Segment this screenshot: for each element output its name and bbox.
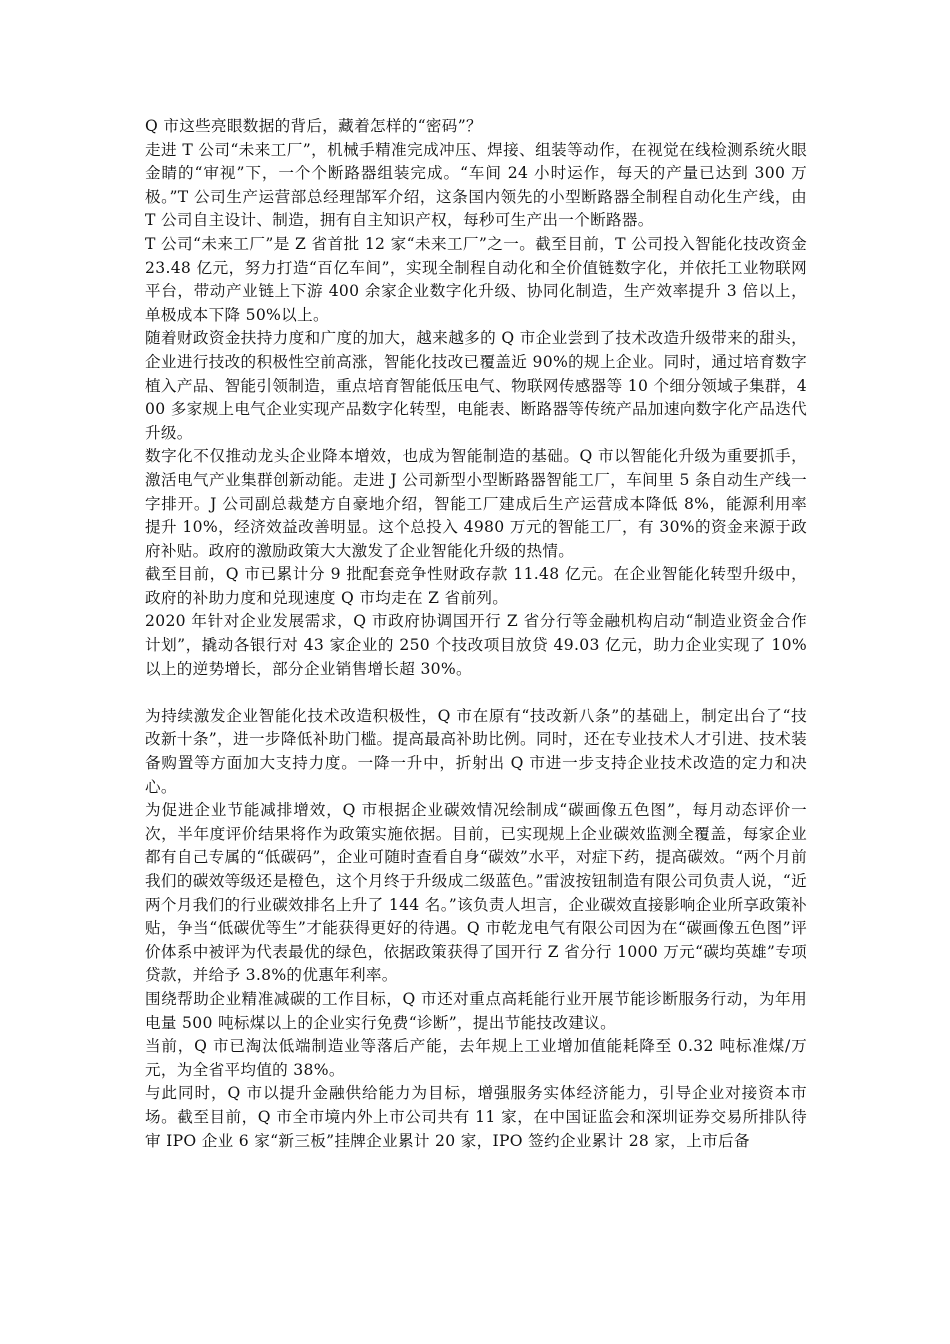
paragraph-energy-diagnosis: 围绕帮助企业精准减碳的工作目标，Q 市还对重点高耗能行业开展节能诊断服务行动，为年用电量 500 吨标煤以上的企业实行免费“诊断”，提出节能技改建议。	[145, 989, 807, 1032]
paragraph-fiscal-support: 随着财政资金扶持力度和广度的加大，越来越多的 Q 市企业尝到了技术改造升级带来的甜头，企业进行技改的积极性空前高涨，智能化技改已覆盖近 90%的规上企业。同时，通过培育数字植入产品、智能引领制造，重点培育智能低压电气、物联网传感器等 10 个细分领域子集群，400 多家规上电气企业实现产品数字化转型，电能表、断路器等传统产品加速向数字化产品迭代升级。	[145, 329, 807, 442]
paragraph-t-company-factory: 走进 T 公司“未来工厂”，机械手精准完成冲压、焊接、组装等动作，在视觉在线检测系统火眼金睛的“审视”下，一个个断路器组装完成。“车间 24 小时运作，每天的产量已达到 300 万极。”T 公司生产运营部总经理郜军介绍，这条国内领先的小型断路器全制程自动化生产线，由 T 公司自主设计、制造，拥有自主知识产权，每秒可生产出一个断路器。	[145, 140, 807, 230]
paragraph-carbon-map: 为促进企业节能减排增效，Q 市根据企业碳效情况绘制成“碳画像五色图”，每月动态评价一次，半年度评价结果将作为政策实施依据。目前，已实现规上企业碳效监测全覆盖，每家企业都有自己专属的“低碳码”，企业可随时查看自身“碳效”水平，对症下药，提高碳效。“两个月前我们的碳效等级还是橙色，这个月终于升级成二级蓝色。”雷波按钮制造有限公司负责人说，“近两个月我们的行业碳效排名上升了 144 名。”该负责人坦言，企业碳效直接影响企业所享政策补贴，争当“低碳优等生”才能获得更好的待遇。Q 市乾龙电气有限公司因为在“碳画像五色图”评价体系中被评为代表最优的绿色，依据政策获得了国开行 Z 省分行 1000 万元“碳均英雄”专项贷款，并给予 3.8%的优惠年利率。	[145, 801, 807, 985]
paragraph-capacity-elimination: 当前，Q 市已淘汰低端制造业等落后产能，去年规上工业增加值能耗降至 0.32 吨标准煤/万元，为全省平均值的 38%。	[145, 1037, 807, 1079]
document-body	[145, 115, 807, 1153]
paragraph-2020-financing: 2020 年针对企业发展需求，Q 市政府协调国开行 Z 省分行等金融机构启动“制造业资金合作计划”，撬动各银行对 43 家企业的 250 个技改项目放贷 49.03 亿元，助力企业实现了 10%以上的逆势增长，部分企业销售增长超 30%。	[145, 612, 807, 678]
paragraph-digitalization: 数字化不仅推动龙头企业降本增效，也成为智能制造的基础。Q 市以智能化升级为重要抓手，激活电气产业集群创新动能。走进 J 公司新型小型断路器智能工厂，车间里 5 条自动生产线一字排开。J 公司副总裁楚方自豪地介绍，智能工厂建成后生产运营成本降低 8%，能源利用率提升 10%，经济效益改善明显。这个总投入 4980 万元的智能工厂，有 30%的资金来源于政府补贴。政府的激励政策大大激发了企业智能化升级的热情。	[145, 447, 807, 560]
paragraph-spacer	[145, 681, 807, 705]
paragraph-intro-question: Q 市这些亮眼数据的背后，藏着怎样的“密码”？	[145, 117, 482, 135]
paragraph-fiscal-deposits: 截至目前，Q 市已累计分 9 批配套竞争性财政存款 11.48 亿元。在企业智能化转型升级中，政府的补助力度和兑现速度 Q 市均走在 Z 省前列。	[145, 565, 807, 607]
paragraph-capital-market: 与此同时，Q 市以提升金融供给能力为目标，增强服务实体经济能力，引导企业对接资本市场。截至目前，Q 市全市境内外上市公司共有 11 家，在中国证监会和深圳证券交易所排队待审 IPO 企业 6 家“新三板”挂牌企业累计 20 家，IPO 签约企业累计 28 家，上市后备	[145, 1084, 807, 1150]
paragraph-future-factory: T 公司“未来工厂”是 Z 省首批 12 家“未来工厂”之一。截至目前，T 公司投入智能化技改资金 23.48 亿元，努力打造“百亿车间”，实现全制程自动化和全价值链数字化，并依托工业物联网平台，带动产业链上下游 400 余家企业数字化升级、协同化制造，生产效率提升 3 倍以上，单极成本下降 50%以上。	[145, 234, 807, 324]
paragraph-tech-policy: 为持续激发企业智能化技术改造积极性，Q 市在原有“技改新八条”的基础上，制定出台了“技改新十条”，进一步降低补助门槛。提高最高补助比例。同时，还在专业技术人才引进、技术装备购置等方面加大支持力度。一降一升中，折射出 Q 市进一步支持企业技术改造的定力和决心。	[145, 706, 807, 796]
